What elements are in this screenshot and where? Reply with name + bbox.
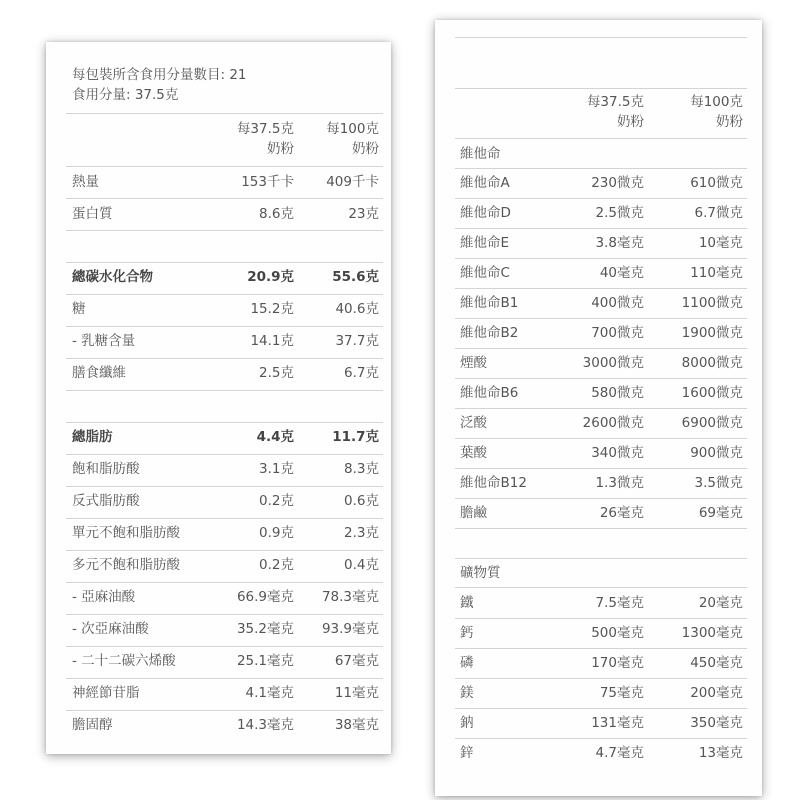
nutrient-label: 神經節苷脂 — [72, 685, 140, 701]
column-header-line: 奶粉 — [716, 114, 743, 130]
row-divider — [66, 326, 383, 327]
value-per-serving: 153千卡 — [241, 174, 294, 190]
value-per-serving: 15.2克 — [250, 301, 294, 317]
value-per-100g: 93.9毫克 — [321, 621, 379, 637]
row-divider — [66, 710, 383, 711]
nutrient-label: 熱量 — [72, 174, 99, 190]
column-header-per-100g — [326, 119, 379, 159]
row-divider — [66, 614, 383, 615]
value-per-100g: 69毫克 — [698, 505, 743, 521]
value-per-100g: 13毫克 — [698, 745, 743, 761]
value-per-serving: 0.2克 — [259, 557, 294, 573]
nutrient-label: 維他命B1 — [460, 295, 519, 311]
value-per-serving: 66.9毫克 — [236, 589, 294, 605]
row-divider — [66, 230, 383, 231]
nutrient-label: 單元不飽和脂肪酸 — [72, 525, 180, 541]
value-per-serving: 131毫克 — [591, 715, 644, 731]
column-header-line: 奶粉 — [267, 141, 294, 157]
row-divider — [66, 678, 383, 679]
row-divider — [66, 113, 383, 114]
nutrient-label: 葉酸 — [460, 445, 487, 461]
nutrient-label: 膽固醇 — [72, 717, 113, 733]
nutrition-panel-right — [435, 20, 762, 796]
section-heading-minerals: 礦物質 — [460, 565, 501, 581]
value-per-100g: 20毫克 — [698, 595, 743, 611]
value-per-100g: 2.3克 — [344, 525, 379, 541]
value-per-serving: 170毫克 — [591, 655, 644, 671]
nutrient-label: 鎂 — [460, 685, 474, 701]
value-per-serving: 500毫克 — [591, 625, 644, 641]
value-per-100g: 1900微克 — [681, 325, 743, 341]
nutrient-label: 鈉 — [460, 715, 474, 731]
value-per-serving: 25.1毫克 — [236, 653, 294, 669]
value-per-serving: 700微克 — [591, 325, 644, 341]
value-per-100g: 78.3毫克 — [321, 589, 379, 605]
value-per-serving: 2600微克 — [582, 415, 644, 431]
row-divider — [455, 738, 747, 739]
value-per-serving: 35.2毫克 — [236, 621, 294, 637]
nutrient-label: 多元不飽和脂肪酸 — [72, 557, 180, 573]
value-per-serving: 26毫克 — [599, 505, 644, 521]
value-per-100g: 110毫克 — [690, 265, 743, 281]
value-per-100g: 8.3克 — [344, 461, 379, 477]
value-per-100g: 1300毫克 — [681, 625, 743, 641]
value-per-100g: 10毫克 — [698, 235, 743, 251]
row-divider — [66, 518, 383, 519]
nutrient-label: 維他命E — [460, 235, 510, 251]
row-divider — [455, 558, 747, 559]
nutrient-label: 鐵 — [460, 595, 474, 611]
value-per-serving: 4.1毫克 — [245, 685, 294, 701]
nutrient-label: 膽鹼 — [460, 505, 487, 521]
nutrient-label: 糖 — [72, 301, 86, 317]
row-divider — [66, 454, 383, 455]
column-header-per-serving — [237, 119, 294, 159]
row-divider — [455, 288, 747, 289]
value-per-100g: 1600微克 — [681, 385, 743, 401]
row-divider — [66, 262, 383, 263]
value-per-serving: 7.5毫克 — [595, 595, 644, 611]
value-per-serving: 400微克 — [591, 295, 644, 311]
nutrient-label: 煙酸 — [460, 355, 487, 371]
nutrient-label: 飽和脂肪酸 — [72, 461, 140, 477]
row-divider — [66, 550, 383, 551]
nutrient-label: 總脂肪 — [72, 429, 113, 445]
nutrient-label: - 次亞麻油酸 — [72, 621, 149, 637]
nutrient-label: - 亞麻油酸 — [72, 589, 136, 605]
row-divider — [66, 422, 383, 423]
servings-per-pack: 每包裝所含食用分量數目: 21 — [72, 67, 247, 83]
row-divider — [455, 258, 747, 259]
nutrient-label: - 二十二碳六烯酸 — [72, 653, 176, 669]
value-per-100g: 610微克 — [690, 175, 743, 191]
value-per-serving: 0.2克 — [259, 493, 294, 509]
value-per-100g: 55.6克 — [332, 269, 379, 285]
row-divider — [66, 166, 383, 167]
nutrient-label: 磷 — [460, 655, 474, 671]
column-header-line: 每37.5克 — [586, 94, 644, 110]
value-per-serving: 14.1克 — [250, 333, 294, 349]
row-divider — [66, 294, 383, 295]
section-heading-vitamins: 維他命 — [460, 146, 501, 162]
value-per-100g: 1100微克 — [681, 295, 743, 311]
column-header-per-100g — [690, 92, 743, 132]
value-per-100g: 3.5微克 — [694, 475, 743, 491]
nutrient-label: - 乳糖含量 — [72, 333, 136, 349]
row-divider — [455, 138, 747, 139]
value-per-serving: 8.6克 — [259, 206, 294, 222]
value-per-100g: 6900微克 — [681, 415, 743, 431]
nutrient-label: 鋅 — [460, 745, 474, 761]
value-per-serving: 230微克 — [591, 175, 644, 191]
row-divider — [455, 228, 747, 229]
nutrient-label: 維他命D — [460, 205, 511, 221]
row-divider — [455, 198, 747, 199]
value-per-100g: 11毫克 — [334, 685, 379, 701]
row-divider — [455, 708, 747, 709]
row-divider — [455, 618, 747, 619]
nutrient-label: 維他命A — [460, 175, 510, 191]
value-per-serving: 40毫克 — [599, 265, 644, 281]
value-per-serving: 4.7毫克 — [595, 745, 644, 761]
serving-size: 食用分量: 37.5克 — [72, 87, 179, 103]
row-divider — [455, 678, 747, 679]
nutrient-label: 蛋白質 — [72, 206, 113, 222]
value-per-100g: 40.6克 — [335, 301, 379, 317]
row-divider — [66, 390, 383, 391]
value-per-100g: 6.7克 — [344, 365, 379, 381]
row-divider — [455, 88, 747, 89]
nutrient-label: 膳食纖維 — [72, 365, 126, 381]
row-divider — [66, 582, 383, 583]
row-divider — [66, 486, 383, 487]
row-divider — [66, 358, 383, 359]
row-divider — [455, 408, 747, 409]
value-per-100g: 450毫克 — [690, 655, 743, 671]
nutrient-label: 維他命C — [460, 265, 510, 281]
row-divider — [455, 587, 747, 588]
value-per-serving: 3000微克 — [582, 355, 644, 371]
value-per-100g: 8000微克 — [681, 355, 743, 371]
row-divider — [455, 378, 747, 379]
column-header-per-serving — [587, 92, 644, 132]
column-header-line: 每100克 — [690, 94, 743, 110]
value-per-serving: 340微克 — [591, 445, 644, 461]
row-divider — [455, 318, 747, 319]
value-per-100g: 350毫克 — [690, 715, 743, 731]
nutrient-label: 反式脂肪酸 — [72, 493, 140, 509]
column-header-line: 奶粉 — [352, 141, 379, 157]
value-per-serving: 0.9克 — [259, 525, 294, 541]
column-header-line: 每37.5克 — [236, 121, 294, 137]
row-divider — [66, 646, 383, 647]
row-divider — [455, 438, 747, 439]
row-divider — [455, 528, 747, 529]
value-per-serving: 75毫克 — [599, 685, 644, 701]
row-divider — [455, 168, 747, 169]
nutrient-label: 維他命B2 — [460, 325, 519, 341]
row-divider — [455, 498, 747, 499]
value-per-serving: 4.4克 — [256, 429, 294, 445]
value-per-serving: 580微克 — [591, 385, 644, 401]
value-per-100g: 37.7克 — [335, 333, 379, 349]
nutrient-label: 維他命B12 — [460, 475, 527, 491]
value-per-100g: 0.4克 — [344, 557, 379, 573]
value-per-100g: 11.7克 — [332, 429, 379, 445]
value-per-100g: 200毫克 — [690, 685, 743, 701]
value-per-100g: 38毫克 — [334, 717, 379, 733]
value-per-100g: 900微克 — [690, 445, 743, 461]
nutrient-label: 鈣 — [460, 625, 474, 641]
value-per-100g: 409千卡 — [326, 174, 379, 190]
value-per-serving: 14.3毫克 — [236, 717, 294, 733]
value-per-serving: 3.1克 — [259, 461, 294, 477]
value-per-serving: 2.5克 — [259, 365, 294, 381]
value-per-100g: 0.6克 — [344, 493, 379, 509]
column-header-line: 每100克 — [326, 121, 379, 137]
value-per-serving: 2.5微克 — [595, 205, 644, 221]
nutrition-panel-left — [46, 42, 391, 754]
value-per-100g: 23克 — [348, 206, 379, 222]
row-divider — [455, 37, 747, 38]
nutrient-label: 總碳水化合物 — [72, 269, 153, 285]
value-per-serving: 1.3微克 — [595, 475, 644, 491]
value-per-serving: 20.9克 — [247, 269, 294, 285]
column-header-line: 奶粉 — [617, 114, 644, 130]
row-divider — [455, 468, 747, 469]
value-per-100g: 67毫克 — [334, 653, 379, 669]
value-per-serving: 3.8毫克 — [595, 235, 644, 251]
row-divider — [66, 198, 383, 199]
row-divider — [455, 648, 747, 649]
nutrient-label: 維他命B6 — [460, 385, 519, 401]
value-per-100g: 6.7微克 — [694, 205, 743, 221]
nutrient-label: 泛酸 — [460, 415, 487, 431]
row-divider — [455, 348, 747, 349]
